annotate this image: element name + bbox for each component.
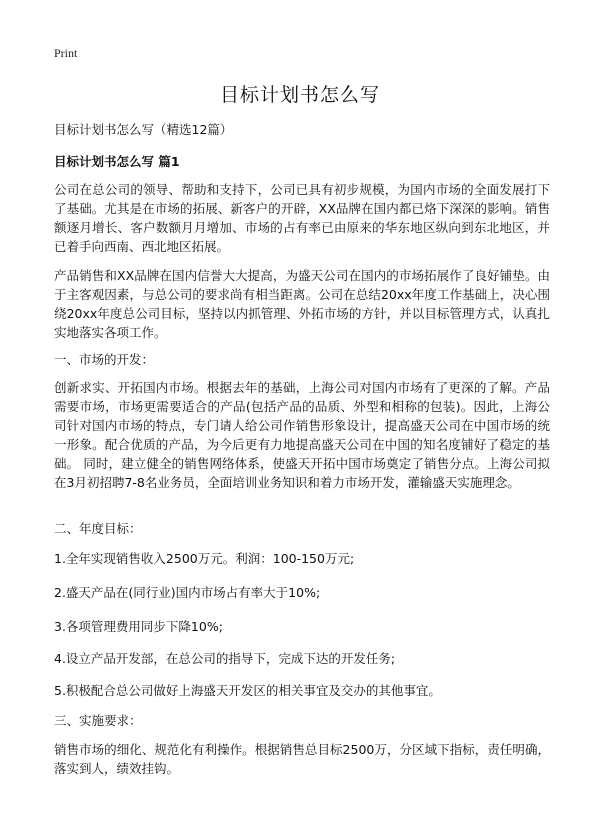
section-heading: 目标计划书怎么写 篇1 <box>54 154 180 169</box>
print-link[interactable]: Print <box>54 46 78 60</box>
paragraph: 公司在总公司的领导、帮助和支持下，公司已具有初步规模，为国内市场的全面发展打下了基础。尤其是在市场的拓展、新客户的开辟，XX品牌在国内都已烙下深深的影响。销售额逐月增长、客户数额月月增加、市场的占有率已由原来的华东地区纵向到东北地区，并已着手向西南、西北地区拓展。 <box>54 182 550 254</box>
paragraph: 销售市场的细化、规范化有利操作。根据销售总目标2500万，分区域下指标，责任明确，落实到人，绩效挂钩。 <box>54 742 550 776</box>
list-item: 2.盛天产品在(同行业)国内市场占有率大于10%; <box>54 585 321 600</box>
list-item: 4.设立产品开发部，在总公司的指导下，完成下达的开发任务; <box>54 651 396 666</box>
subheading-implementation: 三、实施要求： <box>54 713 142 728</box>
subtitle: 目标计划书怎么写（精选12篇） <box>54 122 233 137</box>
list-item: 5.积极配合总公司做好上海盛天开发区的相关事宜及交办的其他事宜。 <box>54 683 441 698</box>
subheading-market-development: 一、市场的开发： <box>54 352 155 367</box>
paragraph: 创新求实、开拓国内市场。根据去年的基础，上海公司对国内市场有了更深的了解。产品需要市场，市场更需要适合的产品(包括产品的品质、外型和相称的包装)。因此，上海公司针对国内市场的特点，专门请人给公司作销售形象设计，提高盛天公司在中国市场的统一形象。配合优质的产品，为今后更有力地提高盛天公司在中国的知名度铺好了稳定的基础。 同时，建立健全的销售网络体系，使盛天开拓中国市场奠定了销售分点。上海公司拟在3月初招聘7-8名业务员，全面培训业务知识和着力市场开发，灌输盛天实施理念。 <box>54 380 550 490</box>
page-title: 目标计划书怎么写 <box>219 84 380 106</box>
list-item: 3.各项管理费用同步下降10%; <box>54 619 223 634</box>
list-item: 1.全年实现销售收入2500万元。利润：100-150万元; <box>54 551 355 566</box>
paragraph: 产品销售和XX品牌在国内信誉大大提高，为盛天公司在国内的市场拓展作了良好铺垫。由于主客观因素，与总公司的要求尚有相当距离。公司在总结20xx年度工作基础上，决心围绕20xx年度总公司目标，坚持以内抓管理、外拓市场的方针，并以目标管理方式，认真扎实地落实各项工作。 <box>54 268 550 340</box>
subheading-annual-goals: 二、年度目标： <box>54 521 142 536</box>
